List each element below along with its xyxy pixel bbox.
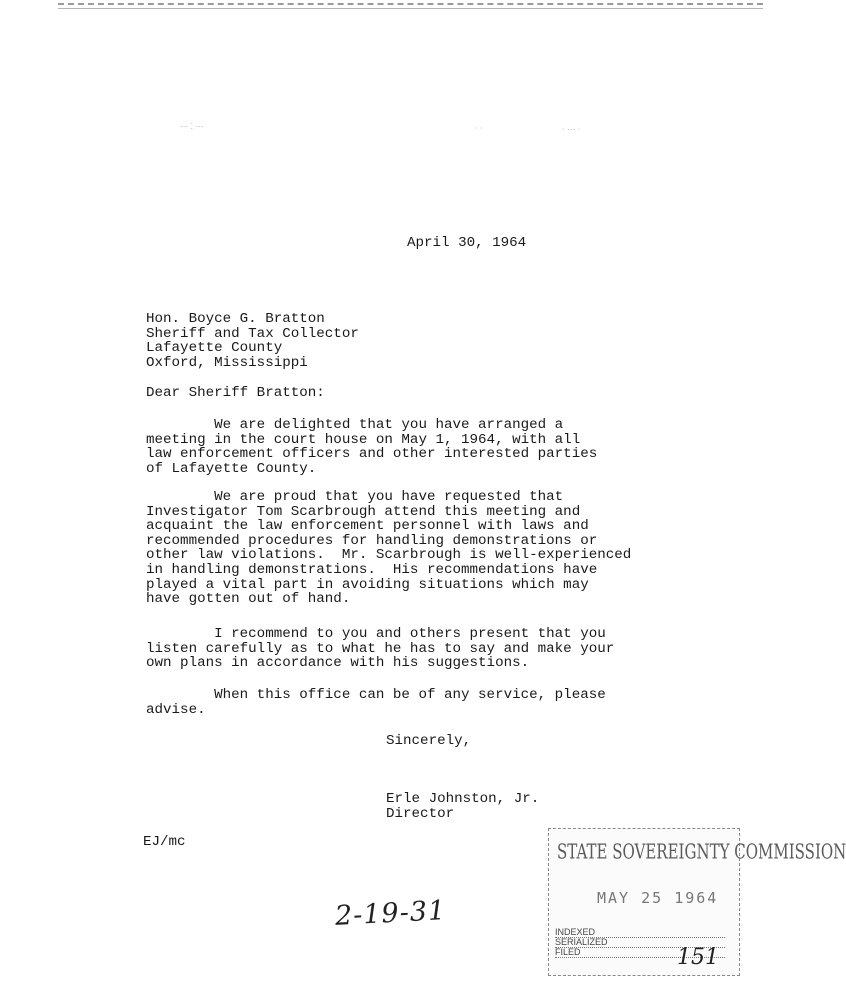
paragraph-line: When this office can be of any service, please: [146, 687, 606, 703]
commission-stamp: [548, 828, 846, 976]
signature-block: [386, 792, 539, 821]
paragraph-line: played a vital part in avoiding situations which may: [146, 576, 589, 593]
paragraph-line: of Lafayette County.: [146, 460, 317, 477]
paragraph-line: We are delighted that you have arranged a: [146, 417, 564, 433]
paragraph-line: have gotten out of hand.: [146, 591, 351, 608]
paragraph-line: Investigator Tom Scarbrough attend this meeting and: [146, 503, 581, 520]
paragraph-1: [146, 418, 597, 476]
paragraph-line: in handling demonstrations. His recommendations have: [146, 561, 598, 578]
stamp-row-filed: FILED: [555, 947, 725, 958]
stamp-handwritten-number: 151: [677, 945, 719, 970]
salutation: Dear Sheriff Bratton:: [146, 385, 325, 401]
top-edge-rule-secondary: [58, 8, 763, 9]
top-edge-rule: [58, 3, 763, 5]
recipient-line: Lafayette County: [146, 340, 283, 357]
stamp-row-indexed: INDEXED: [555, 927, 725, 938]
paragraph-line: law enforcement officers and other interested parties: [146, 446, 598, 463]
paragraph-4: [146, 688, 606, 717]
recipient-line: Oxford, Mississippi: [146, 354, 308, 371]
paragraph-line: We are proud that you have requested that: [146, 489, 564, 505]
paragraph-2: [146, 490, 631, 607]
scan-speck: · ·: [475, 124, 483, 133]
paragraph-line: I recommend to you and others present that you: [146, 626, 606, 642]
paragraph-line: other law violations. Mr. Scarbrough is well-experienced: [146, 547, 632, 564]
paragraph-line: meeting in the court house on May 1, 1964, with all: [146, 431, 581, 448]
closing: Sincerely,: [386, 733, 472, 749]
stamp-row-serialized: SERIALIZED: [555, 937, 725, 948]
recipient-line: Hon. Boyce G. Bratton: [146, 311, 325, 327]
paragraph-line: listen carefully as to what he has to say and make your: [146, 640, 615, 657]
handwritten-file-number: 2-19-31: [334, 895, 447, 932]
paragraph-line: advise.: [146, 701, 206, 718]
paragraph-3: [146, 627, 614, 671]
stamp-title: STATE SOVEREIGNTY COMMISSION: [557, 839, 846, 865]
paragraph-line: recommended procedures for handling demonstrations or: [146, 532, 598, 549]
paragraph-line: acquaint the law enforcement personnel with laws and: [146, 518, 589, 535]
recipient-line: Sheriff and Tax Collector: [146, 325, 359, 342]
recipient-address: [146, 312, 359, 370]
stamp-date: MAY 25 1964: [597, 889, 719, 907]
typist-initials: EJ/mc: [143, 834, 186, 850]
scan-speck: ⋯ ⁚ ⋯: [180, 122, 204, 131]
signer-title: Director: [386, 805, 455, 822]
paragraph-line: own plans in accordance with his suggestions.: [146, 655, 530, 672]
scan-speck: · ⋯ ·: [562, 125, 581, 134]
signer-name: Erle Johnston, Jr.: [386, 791, 540, 807]
letter-date: April 30, 1964: [407, 235, 527, 251]
